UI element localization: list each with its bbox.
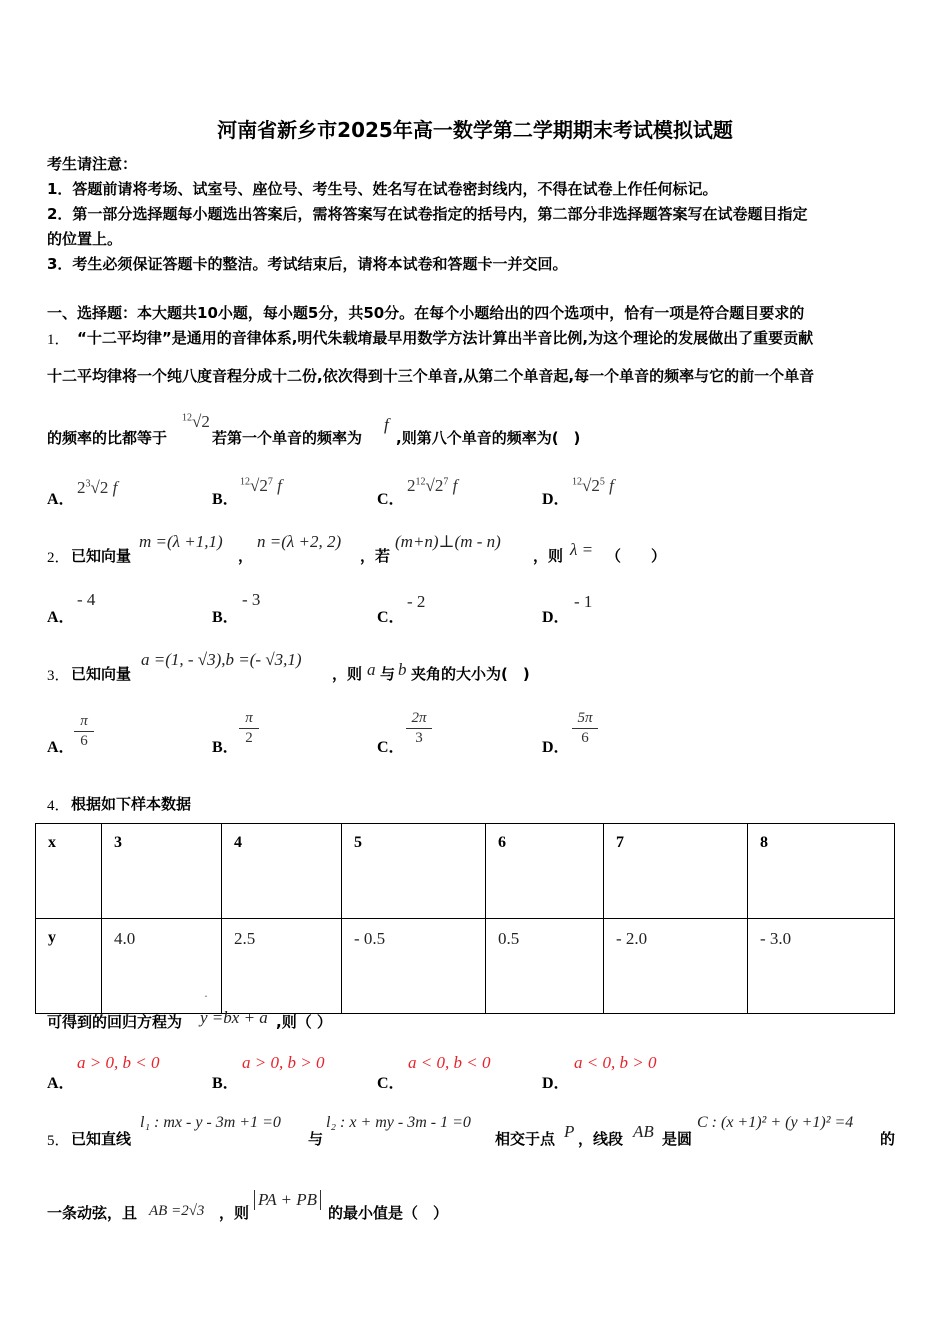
hat-mark: ˆ — [204, 995, 208, 1004]
question-text: 已知直线 — [71, 1130, 132, 1148]
point-p: P — [564, 1122, 575, 1141]
option-d-expr: $^{12}√2^5$ f — [572, 476, 614, 495]
line-l2: l₂ : x + my - 3m - 1 =0 — [326, 1114, 471, 1131]
option-fraction — [572, 710, 598, 747]
question-text: 十二平均律将一个纯八度音程分成十二份,依次得到十三个单音,从第二个单音起,每一个单音的频率与它的前一个单音 — [47, 367, 815, 385]
table-cell: - 0.5 — [342, 919, 486, 1014]
page-title: 河南省新乡市2025年高一数学第二学期期末考试模拟试题 — [217, 118, 733, 142]
option-value: a < 0, b < 0 — [408, 1053, 491, 1072]
question-number: 1． — [47, 332, 70, 348]
sample-data-table — [35, 823, 895, 1014]
option-value: a > 0, b < 0 — [77, 1053, 160, 1072]
abs-pa-pb: PA + PB — [254, 1190, 321, 1210]
twelfth-root-two: $^{12}$√2 — [182, 412, 210, 431]
fraction-denominator: 2 — [245, 730, 253, 746]
vector-m: m =(λ +1,1) — [139, 532, 223, 551]
table-cell: 6 — [486, 824, 604, 919]
option-label: C． — [377, 739, 405, 756]
option-label: C． — [377, 491, 405, 508]
fraction-numerator: π — [245, 710, 253, 726]
notice-item: 的位置上。 — [47, 230, 123, 248]
question-text: 与 — [380, 665, 396, 683]
question-number: 3． — [47, 668, 70, 684]
question-text: 的 — [880, 1130, 896, 1148]
table-header-cell: x — [36, 824, 102, 919]
question-text: 已知向量 — [71, 665, 132, 683]
fraction-numerator: 5π — [577, 710, 593, 726]
question-number: 2． — [47, 550, 70, 566]
question-text: 根据如下样本数据 — [71, 795, 192, 813]
question-text: 与 — [308, 1130, 324, 1148]
question-text: 的频率的比都等于 — [47, 429, 168, 447]
option-a-expr: $2^3√2$ f — [77, 478, 118, 497]
option-value: - 3 — [242, 590, 261, 609]
option-label: D． — [542, 609, 570, 626]
math-f: f — [384, 415, 389, 434]
option-value: - 4 — [77, 590, 96, 609]
fraction-denominator: 6 — [80, 733, 88, 749]
line-l1: l₁ : mx - y - 3m +1 =0 — [140, 1114, 281, 1131]
lambda-var: λ = — [570, 540, 594, 559]
math-a: a — [367, 660, 376, 679]
perp-condition: (m+n)⊥(m - n) — [395, 532, 501, 551]
question-text: ,则第八个单音的频率为( ) — [396, 429, 581, 447]
fraction-numerator: π — [80, 713, 88, 729]
option-label: B． — [212, 739, 239, 756]
question-text: 相交于点 — [495, 1130, 556, 1148]
table-cell: 2.5 — [222, 919, 342, 1014]
option-label: A． — [47, 491, 75, 508]
table-row — [36, 824, 895, 919]
notice-heading: 考生请注意： — [47, 155, 138, 173]
question-text: ，线段 — [578, 1130, 624, 1148]
question-number: 4． — [47, 798, 70, 814]
table-cell: 0.5 — [486, 919, 604, 1014]
option-label: D． — [542, 491, 570, 508]
option-label: C． — [377, 609, 405, 626]
vector-expr: a =(1, - √3),b =(- √3,1) — [141, 650, 302, 669]
answer-paren: （ ） — [606, 547, 667, 565]
option-fraction — [239, 710, 259, 747]
table-cell: 5 — [342, 824, 486, 919]
table-header-cell: y — [36, 919, 102, 1014]
option-label: C． — [377, 1075, 405, 1092]
section-heading: 一、选择题：本大题共10小题，每小题5分，共50分。在每个小题给出的四个选项中，恰有一项是符合题目要求的 — [47, 304, 805, 322]
option-value: - 2 — [407, 592, 426, 611]
question-text: 一条动弦，且 — [47, 1204, 138, 1222]
option-label: A． — [47, 1075, 75, 1092]
chord-length: AB =2√3 — [149, 1203, 205, 1219]
question-text: ，则 — [332, 665, 363, 683]
fraction-numerator: 2π — [411, 710, 427, 726]
question-text: 可得到的回归方程为 — [47, 1013, 183, 1031]
question-text: 夹角的大小为( ) — [411, 665, 530, 683]
option-label: A． — [47, 609, 75, 626]
notice-item: 3．考生必须保证答题卡的整洁。考试结束后，请将本试卷和答题卡一并交回。 — [47, 255, 568, 273]
table-cell: - 3.0 — [748, 919, 895, 1014]
question-text: ,则（ ） — [276, 1013, 332, 1031]
question-text: 的最小值是（ ） — [328, 1204, 449, 1222]
question-text: ，则 — [219, 1204, 250, 1222]
question-number: 5． — [47, 1133, 70, 1149]
circle-equation: C : (x +1)² + (y +1)² =4 — [697, 1114, 854, 1131]
vector-n: n =(λ +2, 2) — [257, 532, 342, 551]
fraction-denominator: 6 — [581, 730, 589, 746]
option-c-expr: $2^{12}√2^7$ f — [407, 476, 458, 495]
option-value: a < 0, b > 0 — [574, 1053, 657, 1072]
option-fraction — [406, 710, 432, 747]
table-cell: 4.0 — [102, 919, 222, 1014]
option-value: a > 0, b > 0 — [242, 1053, 325, 1072]
notice-item: 2．第一部分选择题每小题选出答案后，需将答案写在试卷指定的括号内，第二部分非选择题答案写在试卷题目指定 — [47, 205, 808, 223]
option-label: B． — [212, 1075, 239, 1092]
table-cell: - 2.0 — [604, 919, 748, 1014]
table-cell: 7 — [604, 824, 748, 919]
question-text: 是圆 — [662, 1130, 693, 1148]
question-text: 若第一个单音的频率为 — [212, 429, 363, 447]
question-text: ，则 — [533, 547, 564, 565]
regression-equation: y =bx + a — [200, 1008, 268, 1027]
fraction-denominator: 3 — [415, 730, 423, 746]
question-text: ，若 — [360, 547, 391, 565]
option-b-expr: $^{12}√2^7$ f — [240, 476, 282, 495]
segment-ab: AB — [633, 1122, 654, 1141]
question-text: “十二平均律”是通用的音律体系,明代朱载堉最早用数学方法计算出半音比例,为这个理论的发展做出了重要贡献 — [77, 329, 814, 347]
question-text: 已知向量 — [71, 547, 132, 565]
option-label: B． — [212, 609, 239, 626]
option-value: - 1 — [574, 592, 593, 611]
option-label: D． — [542, 739, 570, 756]
option-fraction — [74, 713, 94, 750]
table-cell: 3 — [102, 824, 222, 919]
math-b: b — [398, 660, 407, 679]
option-label: D． — [542, 1075, 570, 1092]
option-label: A． — [47, 739, 75, 756]
table-row — [36, 919, 895, 1014]
punctuation: ， — [238, 547, 254, 565]
notice-item: 1．答题前请将考场、试室号、座位号、考生号、姓名写在试卷密封线内，不得在试卷上作任何标记。 — [47, 180, 718, 198]
option-label: B． — [212, 491, 239, 508]
table-cell: 8 — [748, 824, 895, 919]
table-cell: 4 — [222, 824, 342, 919]
